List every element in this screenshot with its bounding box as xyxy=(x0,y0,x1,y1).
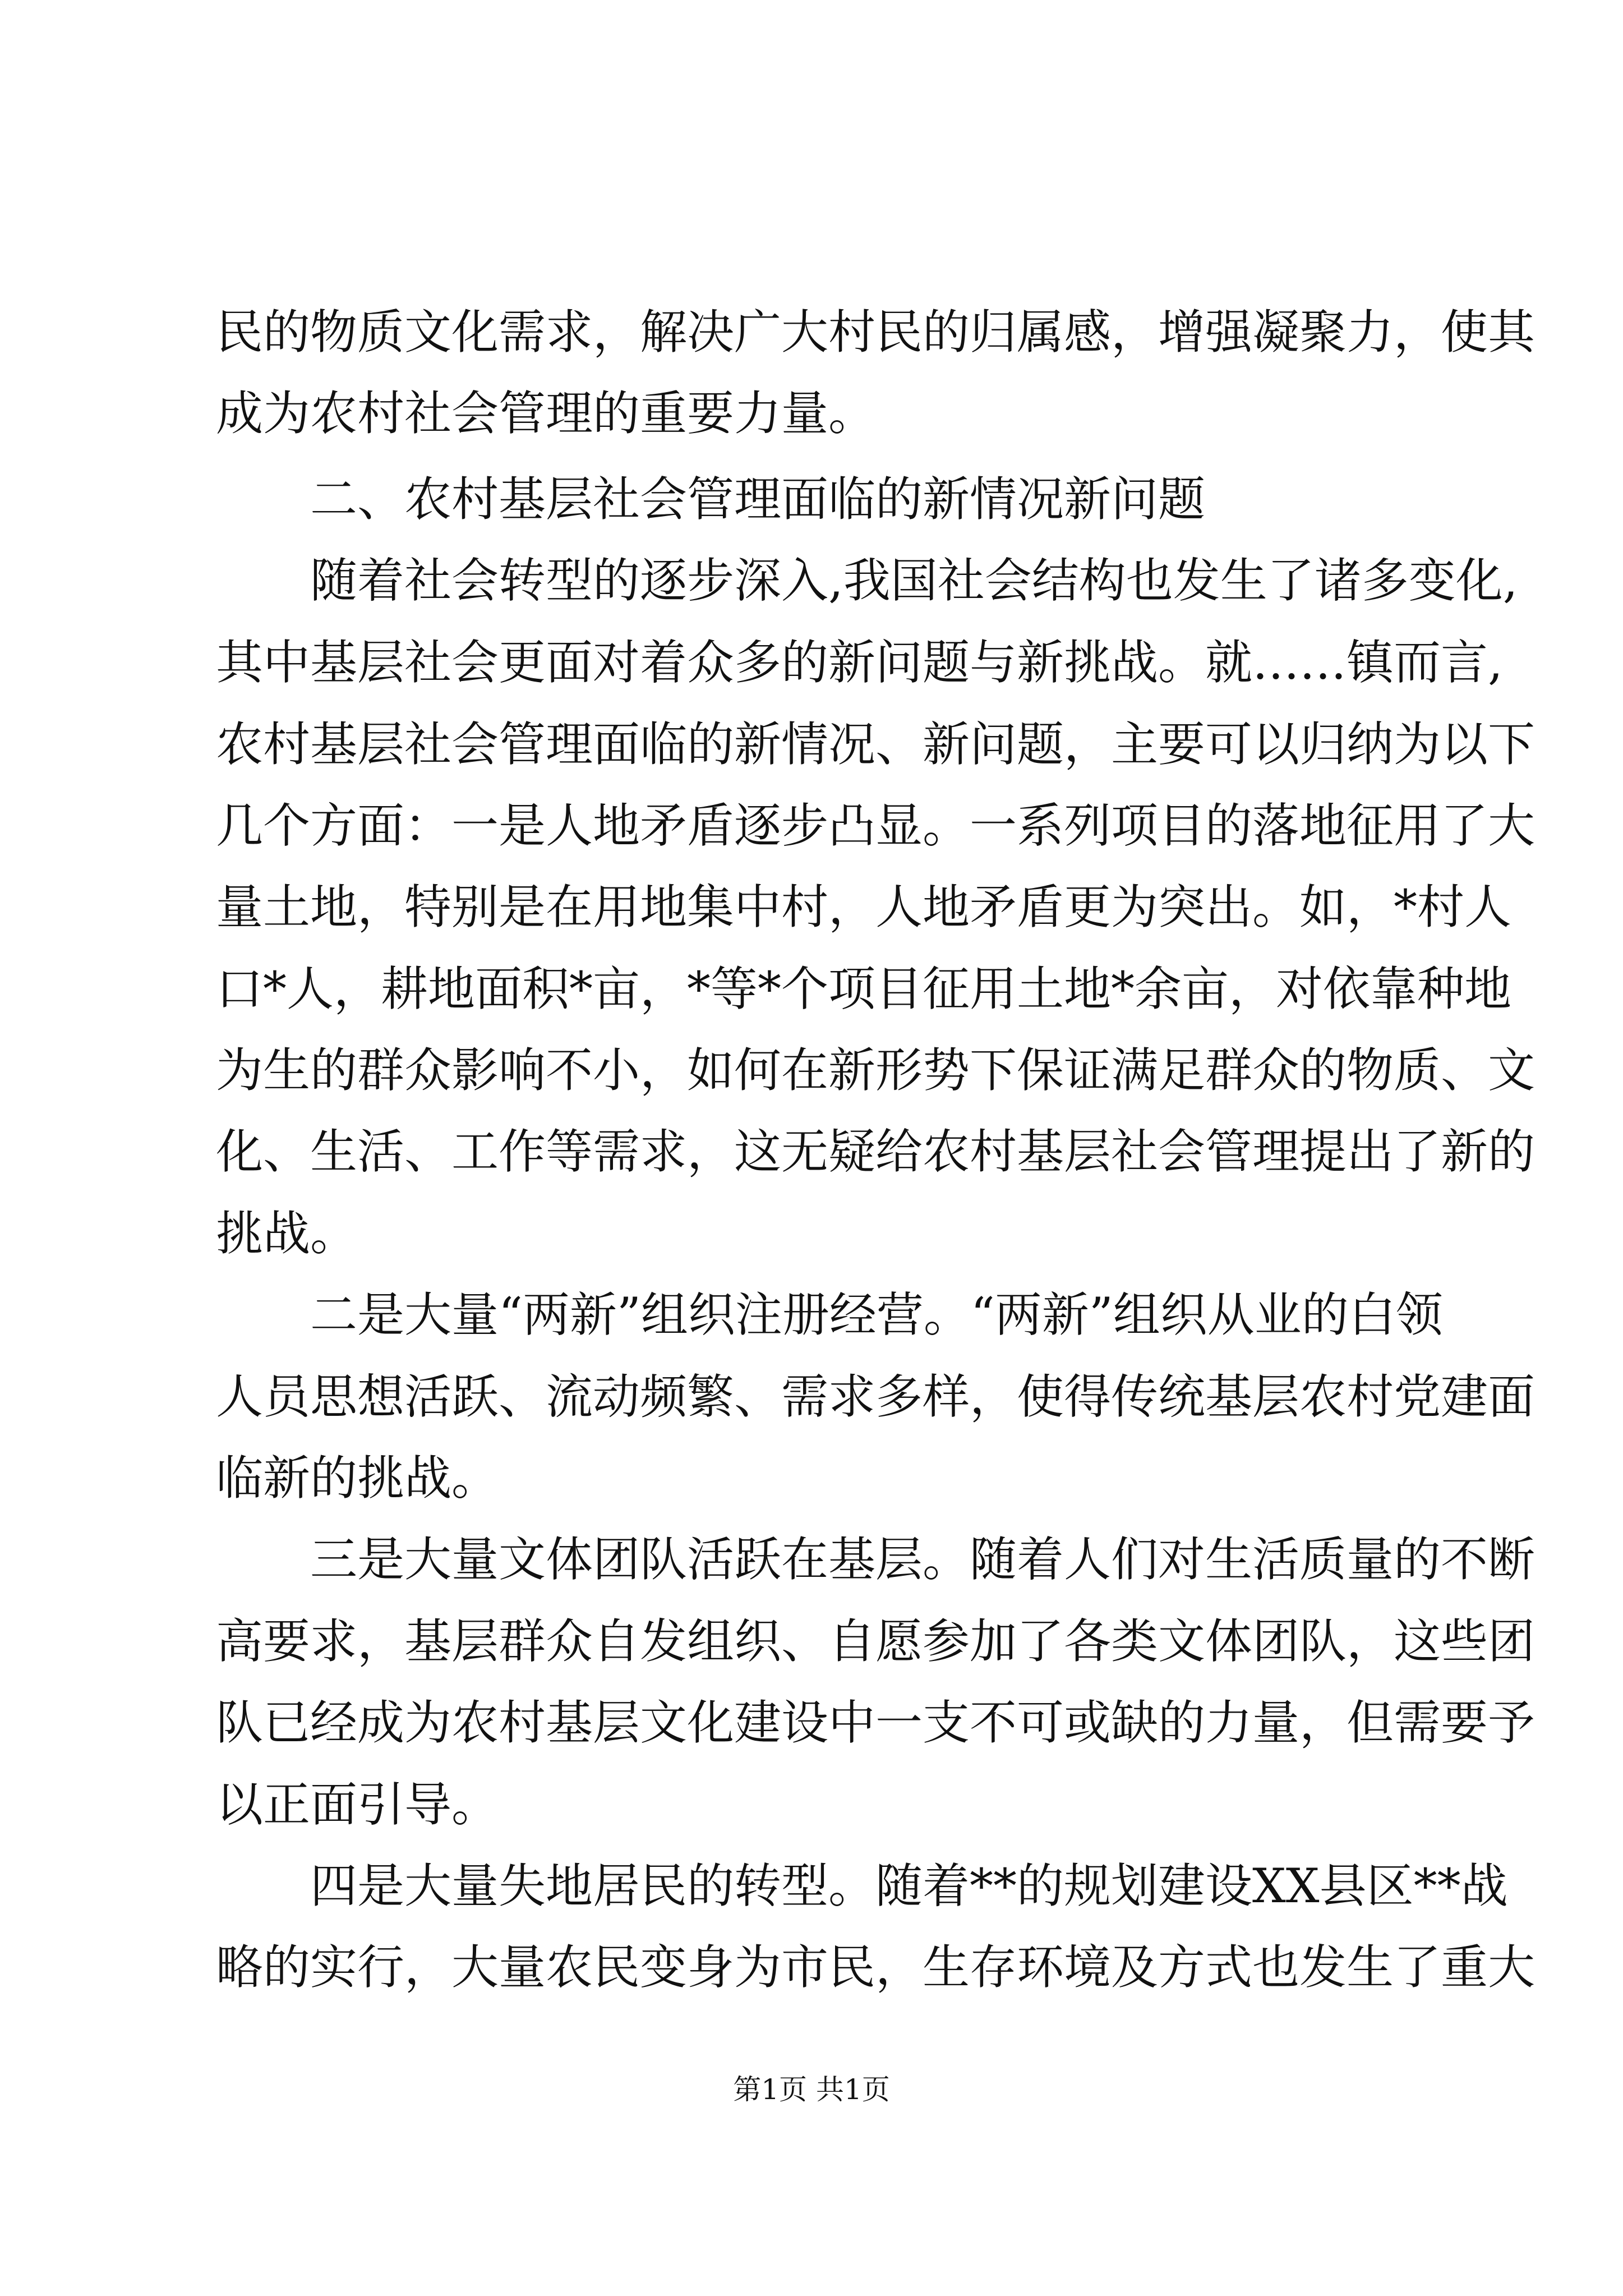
text-line: 化、生活、工作等需求，这无疑给农村基层社会管理提出了新的 xyxy=(216,1124,1536,1179)
text-line: 量土地，特别是在用地集中村，人地矛盾更为突出。如，*村人 xyxy=(216,880,1512,935)
text-line: 临新的挑战。 xyxy=(216,1451,499,1506)
text-line: 四是大量失地居民的转型。随着**的规划建设XX县区**战 xyxy=(310,1858,1508,1913)
text-line: 为生的群众影响不小，如何在新形势下保证满足群众的物质、文 xyxy=(216,1043,1536,1098)
text-line: 略的实行，大量农民变身为市民，生存环境及方式也发生了重大 xyxy=(216,1940,1536,1995)
text-line: 民的物质文化需求，解决广大村民的归属感，增强凝聚力，使其 xyxy=(216,305,1536,360)
text-line: 农村基层社会管理面临的新情况、新问题，主要可以归纳为以下 xyxy=(216,717,1536,772)
text-line: 二是大量“两新”组织注册经营。“两新”组织从业的白领 xyxy=(310,1287,1443,1342)
text-line: 挑战。 xyxy=(216,1206,358,1261)
text-line: 成为农村社会管理的重要力量。 xyxy=(216,386,876,441)
text-line: 以正面引导。 xyxy=(216,1777,499,1832)
text-line: 其中基层社会更面对着众多的新问题与新挑战。就……镇而言, xyxy=(216,635,1503,690)
text-line: 随着社会转型的逐步深入,我国社会结构也发生了诸多变化, xyxy=(310,553,1518,608)
page-number: 第1页 共1页 xyxy=(733,2073,890,2106)
section-heading: 二、农村基层社会管理面临的新情况新问题 xyxy=(310,472,1206,527)
text-line: 队已经成为农村基层文化建设中一支不可或缺的力量，但需要予 xyxy=(216,1695,1536,1750)
text-line: 三是大量文体团队活跃在基层。随着人们对生活质量的不断 xyxy=(310,1532,1536,1587)
text-line: 几个方面：一是人地矛盾逐步凸显。一系列项目的落地征用了大 xyxy=(216,798,1536,853)
text-line: 人员思想活跃、流动频繁、需求多样，使得传统基层农村党建面 xyxy=(216,1369,1536,1424)
text-line: 口*人，耕地面积*亩，*等*个项目征用土地*余亩，对依靠种地 xyxy=(216,961,1512,1016)
text-line: 高要求，基层群众自发组织、自愿参加了各类文体团队，这些团 xyxy=(216,1614,1536,1669)
